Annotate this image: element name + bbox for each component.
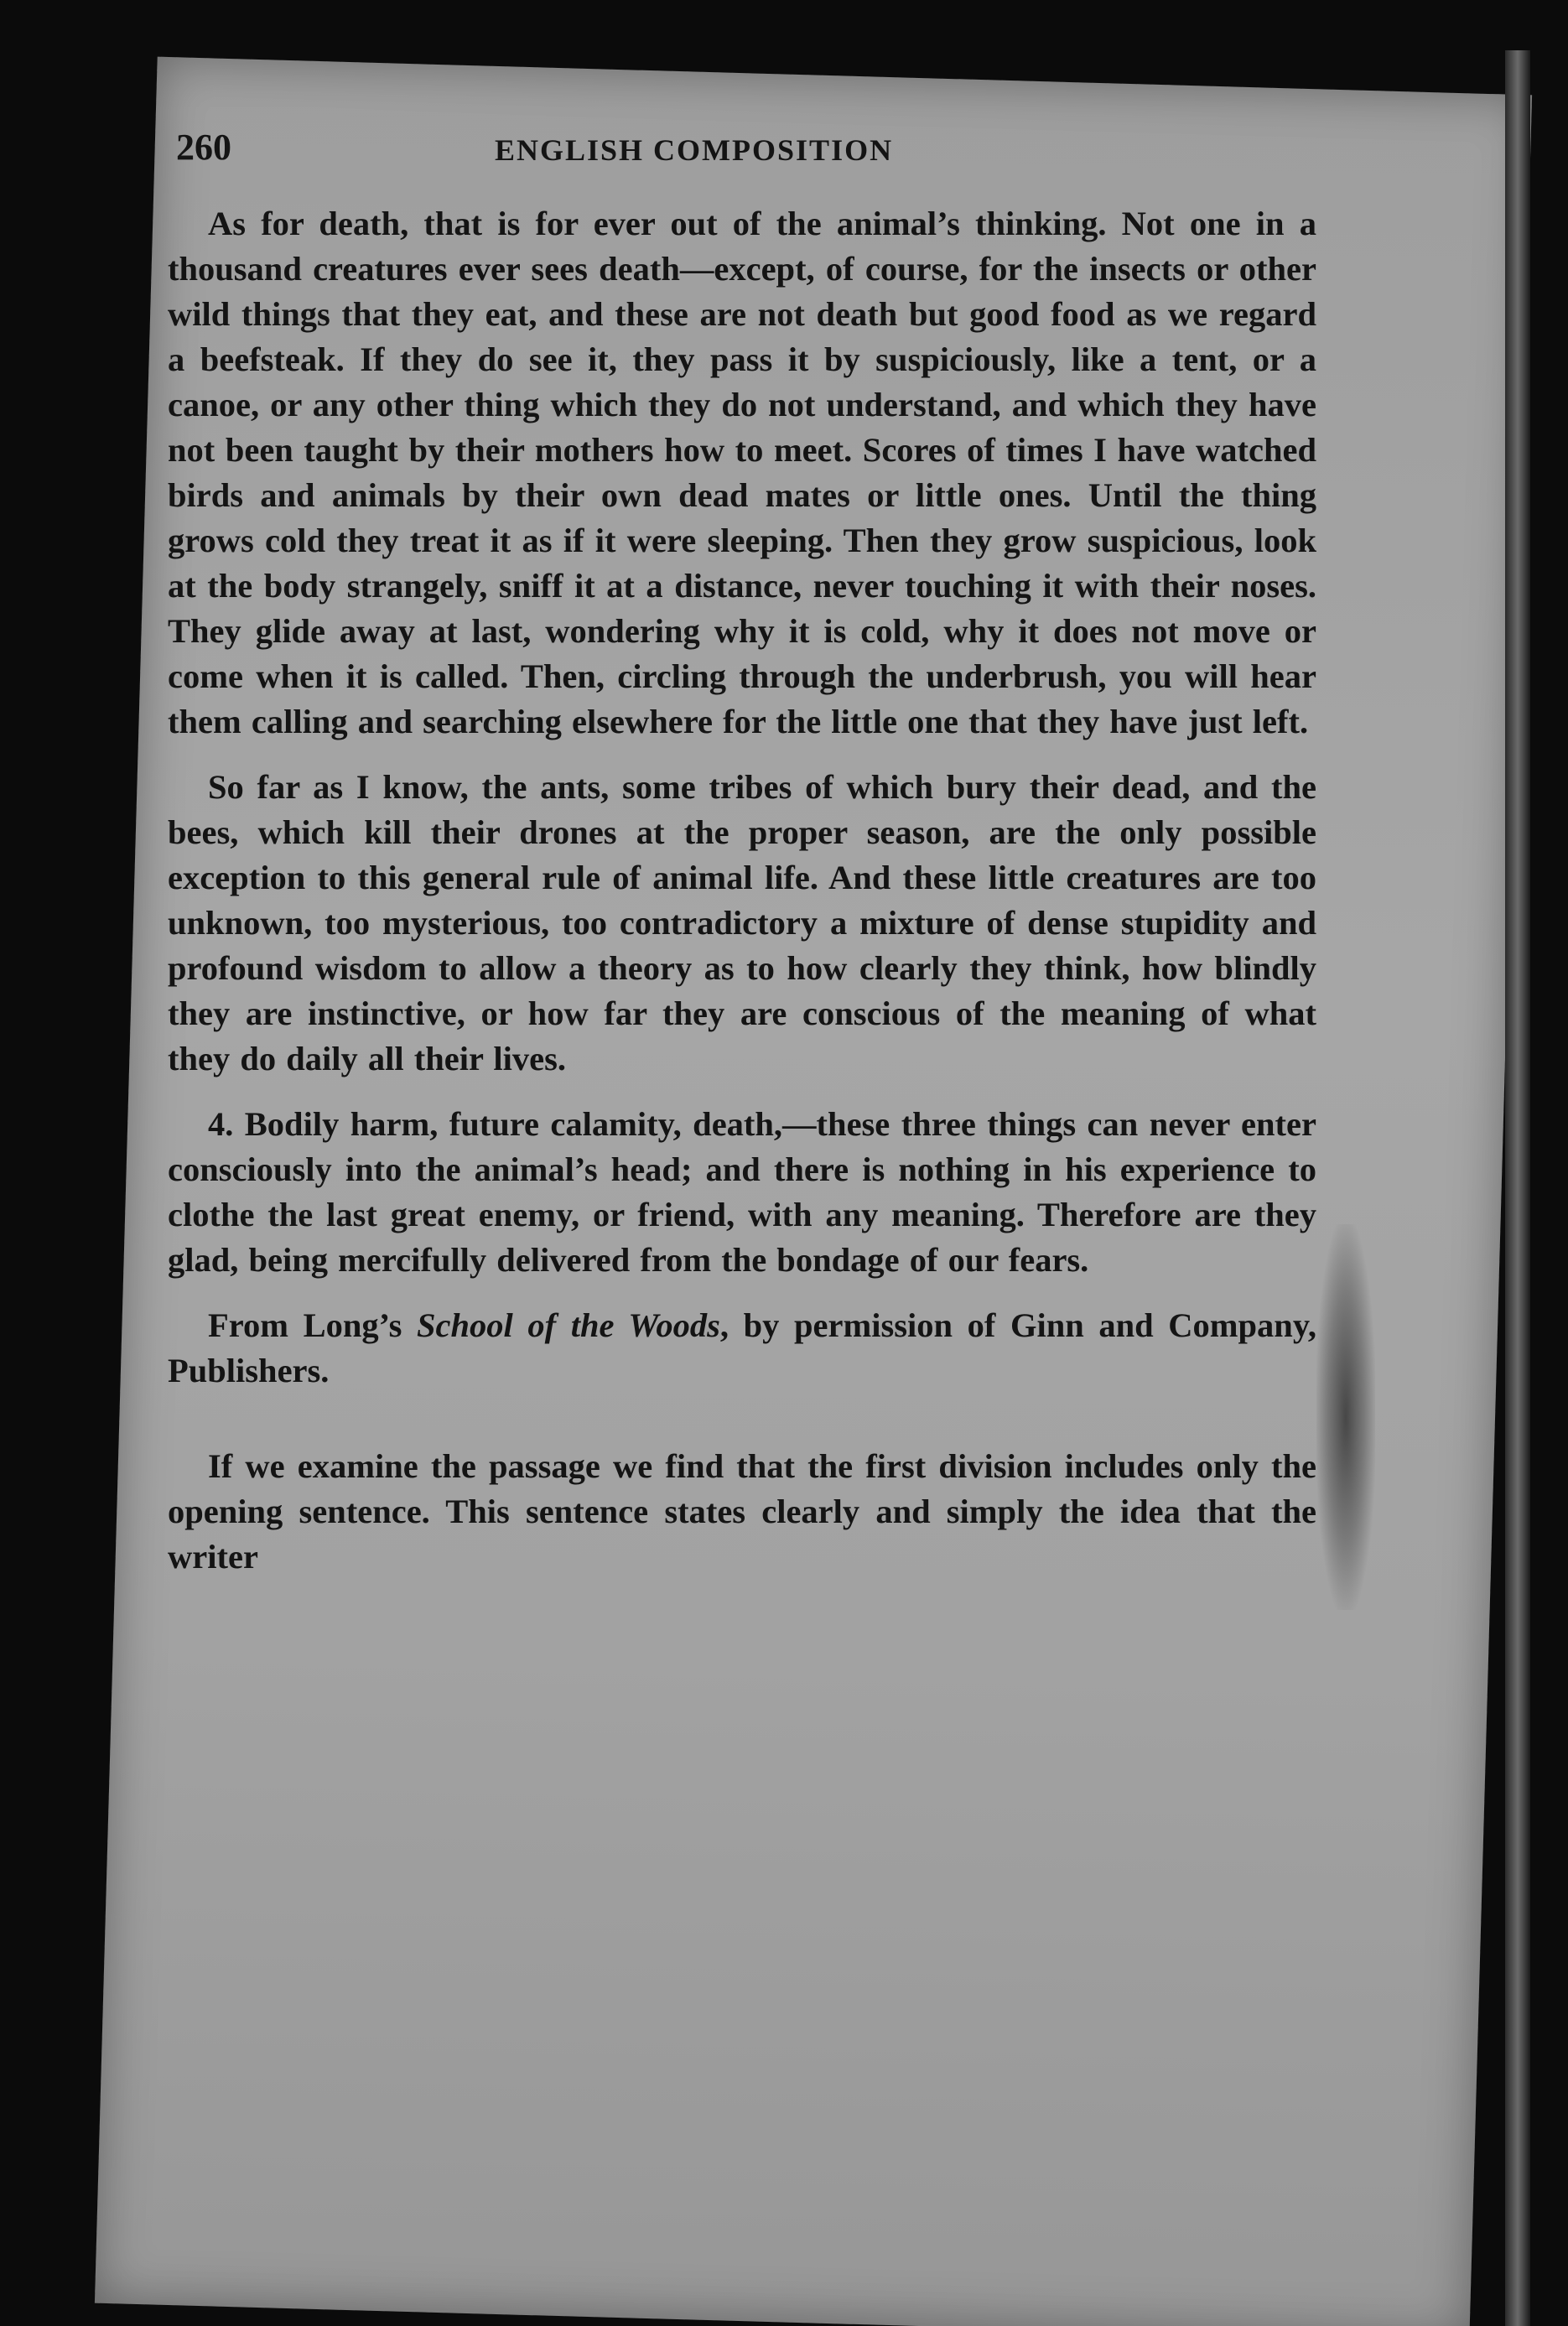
ink-smudge: [1316, 1224, 1375, 1610]
citation-suffix: , by permission of Ginn and Company, Publishers.: [168, 1306, 1316, 1389]
paragraph-analysis: If we examine the passage we find that the first division includes only the opening sentence. This sentence states clearly and simply the idea that the writer: [168, 1447, 1316, 1576]
page-header: [168, 126, 1316, 201]
running-head: ENGLISH COMPOSITION: [495, 133, 894, 167]
page-text-block: [168, 126, 1316, 1600]
paragraph-numbered-4: 4. Bodily harm, future calamity, death,—these three things can never enter consciously into the animal’s head; and there is nothing in his experience to clothe the last great enemy, or friend, with any meaning. Therefore are they glad, being mercifully delivered from the bondage of our fears.: [168, 1105, 1316, 1279]
page-edge-shadow: [1505, 50, 1530, 2326]
citation-book-title: School of the Woods: [416, 1306, 720, 1344]
paragraph-ants-bees: So far as I know, the ants, some tribes of which bury their dead, and the bees, which kill their drones at the proper season, are the only possible exception to this general rule of animal life. And these little creatures are too unknown, too mysterious, too contradictory a mixture of dense stupidity and profound wisdom to allow a theory as to how clearly they think, how blindly they are instinctive, or how far they are conscious of the meaning of what they do daily all their lives.: [168, 768, 1316, 1077]
paragraph-death: As for death, that is for ever out of the animal’s thinking. Not one in a thousand creatures ever sees death—except, of course, for the insects or other wild things that they eat, and these are not death but good food as we regard a beefsteak. If they do see it, they pass it by suspiciously, like a tent, or a canoe, or any other thing which they do not understand, and which they have not been taught by their mothers how to meet. Scores of times I have watched birds and animals by their own dead mates or little ones. Until the thing grows cold they treat it as if it were sleeping. Then they grow suspicious, look at the body strangely, sniff it at a distance, never touching it with their noses. They glide away at last, wondering why it is cold, why it does not move or come when it is called. Then, circling through the underbrush, you will hear them calling and searching elsewhere for the little one that they have just left.: [168, 205, 1316, 740]
page-number: 260: [176, 127, 231, 168]
source-citation: [168, 1303, 1316, 1394]
citation-prefix: From Long’s: [208, 1306, 417, 1344]
